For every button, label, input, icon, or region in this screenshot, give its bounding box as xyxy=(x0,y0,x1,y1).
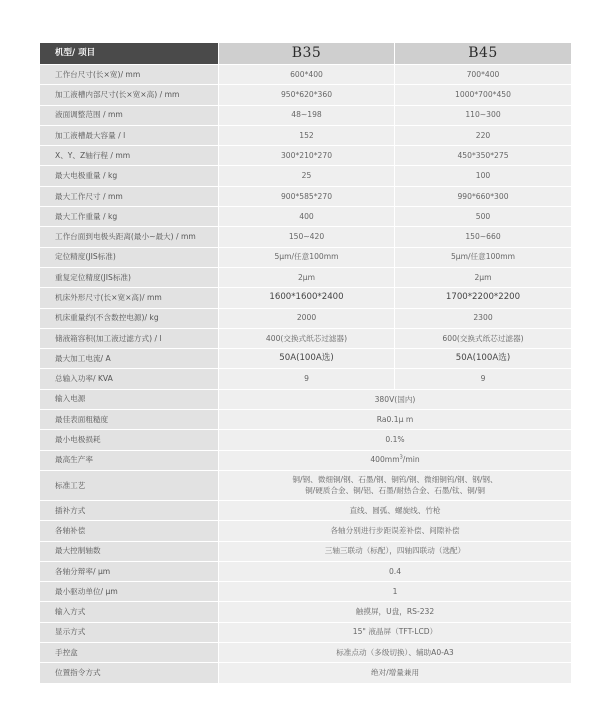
row-label: 机床重量约(不含数控电源)/ kg xyxy=(40,309,218,329)
table-row xyxy=(40,349,571,369)
b45-value: 110~300 xyxy=(394,106,571,126)
row-label: 加工液槽最大容量 / l xyxy=(40,126,218,146)
shared-row xyxy=(40,430,571,450)
b35-value: 5μm/任意100mm xyxy=(218,248,394,268)
b35-value: 152 xyxy=(218,126,394,146)
row-label: 手控盒 xyxy=(40,643,218,663)
table-row xyxy=(40,126,571,146)
b35-value: 48~198 xyxy=(218,106,394,126)
shared-value: 触摸屏，U盘，RS-232 xyxy=(218,602,571,622)
shared-value: 380V(国内) xyxy=(218,390,571,410)
b45-value: 2300 xyxy=(394,309,571,329)
b35-value: 950*620*360 xyxy=(218,85,394,105)
table-row xyxy=(40,248,571,268)
row-label: 重复定位精度(JIS标准) xyxy=(40,268,218,288)
shared-row xyxy=(40,623,571,643)
row-label: 最佳表面粗糙度 xyxy=(40,410,218,430)
shared-row xyxy=(40,390,571,410)
b35-value: 2000 xyxy=(218,309,394,329)
shared-row xyxy=(40,562,571,582)
shared-row xyxy=(40,451,571,471)
row-label: 各轴补偿 xyxy=(40,521,218,541)
table-row xyxy=(40,288,571,308)
b45-value: 1000*700*450 xyxy=(394,85,571,105)
shared-row xyxy=(40,410,571,430)
shared-value: Ra0.1μ m xyxy=(218,410,571,430)
shared-value-line: 铜/钢、微细铜/钢、石墨/钢、铜钨/钢、微细铜钨/钢、钢/钢、 xyxy=(292,474,498,484)
b35-value: 150~420 xyxy=(218,227,394,247)
row-label: 插补方式 xyxy=(40,501,218,521)
b35-value: 400 xyxy=(218,207,394,227)
table-row xyxy=(40,207,571,227)
shared-value: 三轴三联动（标配），四轴四联动（选配） xyxy=(218,542,571,562)
b35-value: 25 xyxy=(218,166,394,186)
row-label: 工作台尺寸(长×宽)/ mm xyxy=(40,65,218,85)
row-label: 最小驱动单位/ μm xyxy=(40,582,218,602)
row-label: 总输入功率/ KVA xyxy=(40,369,218,389)
table-row xyxy=(40,146,571,166)
b45-value: 1700*2200*2200 xyxy=(394,288,571,308)
b45-value: 500 xyxy=(394,207,571,227)
row-label: 最小电极损耗 xyxy=(40,430,218,450)
b45-value: 100 xyxy=(394,166,571,186)
shared-row xyxy=(40,582,571,602)
shared-value xyxy=(218,451,571,471)
row-label: 工作台面到电极头距离(最小~最大) / mm xyxy=(40,227,218,247)
b45-value: 50A(100A选) xyxy=(394,349,571,369)
shared-value: 直线、圆弧、螺旋线、竹枪 xyxy=(218,501,571,521)
b35-value: 400(交换式纸芯过滤器) xyxy=(218,329,394,349)
header-label: 机型/ 项目 xyxy=(40,43,218,65)
shared-row xyxy=(40,542,571,562)
shared-row xyxy=(40,663,571,683)
shared-value: 0.1% xyxy=(218,430,571,450)
table-row xyxy=(40,65,571,85)
b35-value: 900*585*270 xyxy=(218,187,394,207)
row-label: 各轴分辩率/ μm xyxy=(40,562,218,582)
table-row xyxy=(40,369,571,389)
shared-row xyxy=(40,602,571,622)
row-label: 最大控制轴数 xyxy=(40,542,218,562)
b45-value: 2μm xyxy=(394,268,571,288)
model-b35-header: B35 xyxy=(218,43,394,65)
row-label: 最高生产率 xyxy=(40,451,218,471)
table-row xyxy=(40,166,571,186)
table-row xyxy=(40,187,571,207)
shared-value: 各轴分别进行步距误差补偿、间隙补偿 xyxy=(218,521,571,541)
row-label: 储液箱容积(加工液过滤方式) / l xyxy=(40,329,218,349)
row-label: 输入电源 xyxy=(40,390,218,410)
shared-value: 0.4 xyxy=(218,562,571,582)
model-b45-header: B45 xyxy=(394,43,571,65)
row-label: 最大工作尺寸 / mm xyxy=(40,187,218,207)
b45-value: 5μm/任意100mm xyxy=(394,248,571,268)
shared-value xyxy=(218,471,571,501)
header-row xyxy=(40,43,571,65)
shared-value: 标准点动（多级切换）、辅助A0-A3 xyxy=(218,643,571,663)
b35-value: 1600*1600*2400 xyxy=(218,288,394,308)
row-label: 最大加工电流/ A xyxy=(40,349,218,369)
b35-value: 600*400 xyxy=(218,65,394,85)
b45-value: 150~660 xyxy=(394,227,571,247)
b45-value: 700*400 xyxy=(394,65,571,85)
spec-table xyxy=(40,43,571,684)
shared-row xyxy=(40,521,571,541)
row-label: 标准工艺 xyxy=(40,471,218,501)
b35-value: 300*210*270 xyxy=(218,146,394,166)
row-label: 位置指令方式 xyxy=(40,663,218,683)
table-row xyxy=(40,106,571,126)
row-label: 最大工作重量 / kg xyxy=(40,207,218,227)
row-label: 显示方式 xyxy=(40,623,218,643)
shared-value: 1 xyxy=(218,582,571,602)
table-row xyxy=(40,309,571,329)
shared-value-unit: /min xyxy=(402,455,420,465)
row-label: X、Y、Z轴行程 / mm xyxy=(40,146,218,166)
row-label: 定位精度(JIS标准) xyxy=(40,248,218,268)
shared-row xyxy=(40,471,571,501)
table-row xyxy=(40,85,571,105)
shared-value-sup: 3 xyxy=(399,454,403,461)
b35-value: 2μm xyxy=(218,268,394,288)
shared-value-line: 铜/硬质合金、铜/铝、石墨/耐热合金、石墨/钛、铜/铜 xyxy=(305,486,485,496)
row-label: 输入方式 xyxy=(40,602,218,622)
b45-value: 9 xyxy=(394,369,571,389)
shared-value-main: 400mm xyxy=(370,455,400,465)
b45-value: 990*660*300 xyxy=(394,187,571,207)
b45-value: 600(交换式纸芯过滤器) xyxy=(394,329,571,349)
row-label: 机床外形尺寸(长×宽×高)/ mm xyxy=(40,288,218,308)
b45-value: 450*350*275 xyxy=(394,146,571,166)
row-label: 液面调整范围 / mm xyxy=(40,106,218,126)
b45-value: 220 xyxy=(394,126,571,146)
table-row xyxy=(40,227,571,247)
row-label: 加工液槽内部尺寸(长×宽×高) / mm xyxy=(40,85,218,105)
table-row xyxy=(40,268,571,288)
table-row xyxy=(40,329,571,349)
shared-row xyxy=(40,643,571,663)
shared-value: 15" 液晶屏（TFT-LCD） xyxy=(218,623,571,643)
b35-value: 50A(100A选) xyxy=(218,349,394,369)
shared-value: 绝对/增量兼用 xyxy=(218,663,571,683)
row-label: 最大电极重量 / kg xyxy=(40,166,218,186)
b35-value: 9 xyxy=(218,369,394,389)
shared-row xyxy=(40,501,571,521)
